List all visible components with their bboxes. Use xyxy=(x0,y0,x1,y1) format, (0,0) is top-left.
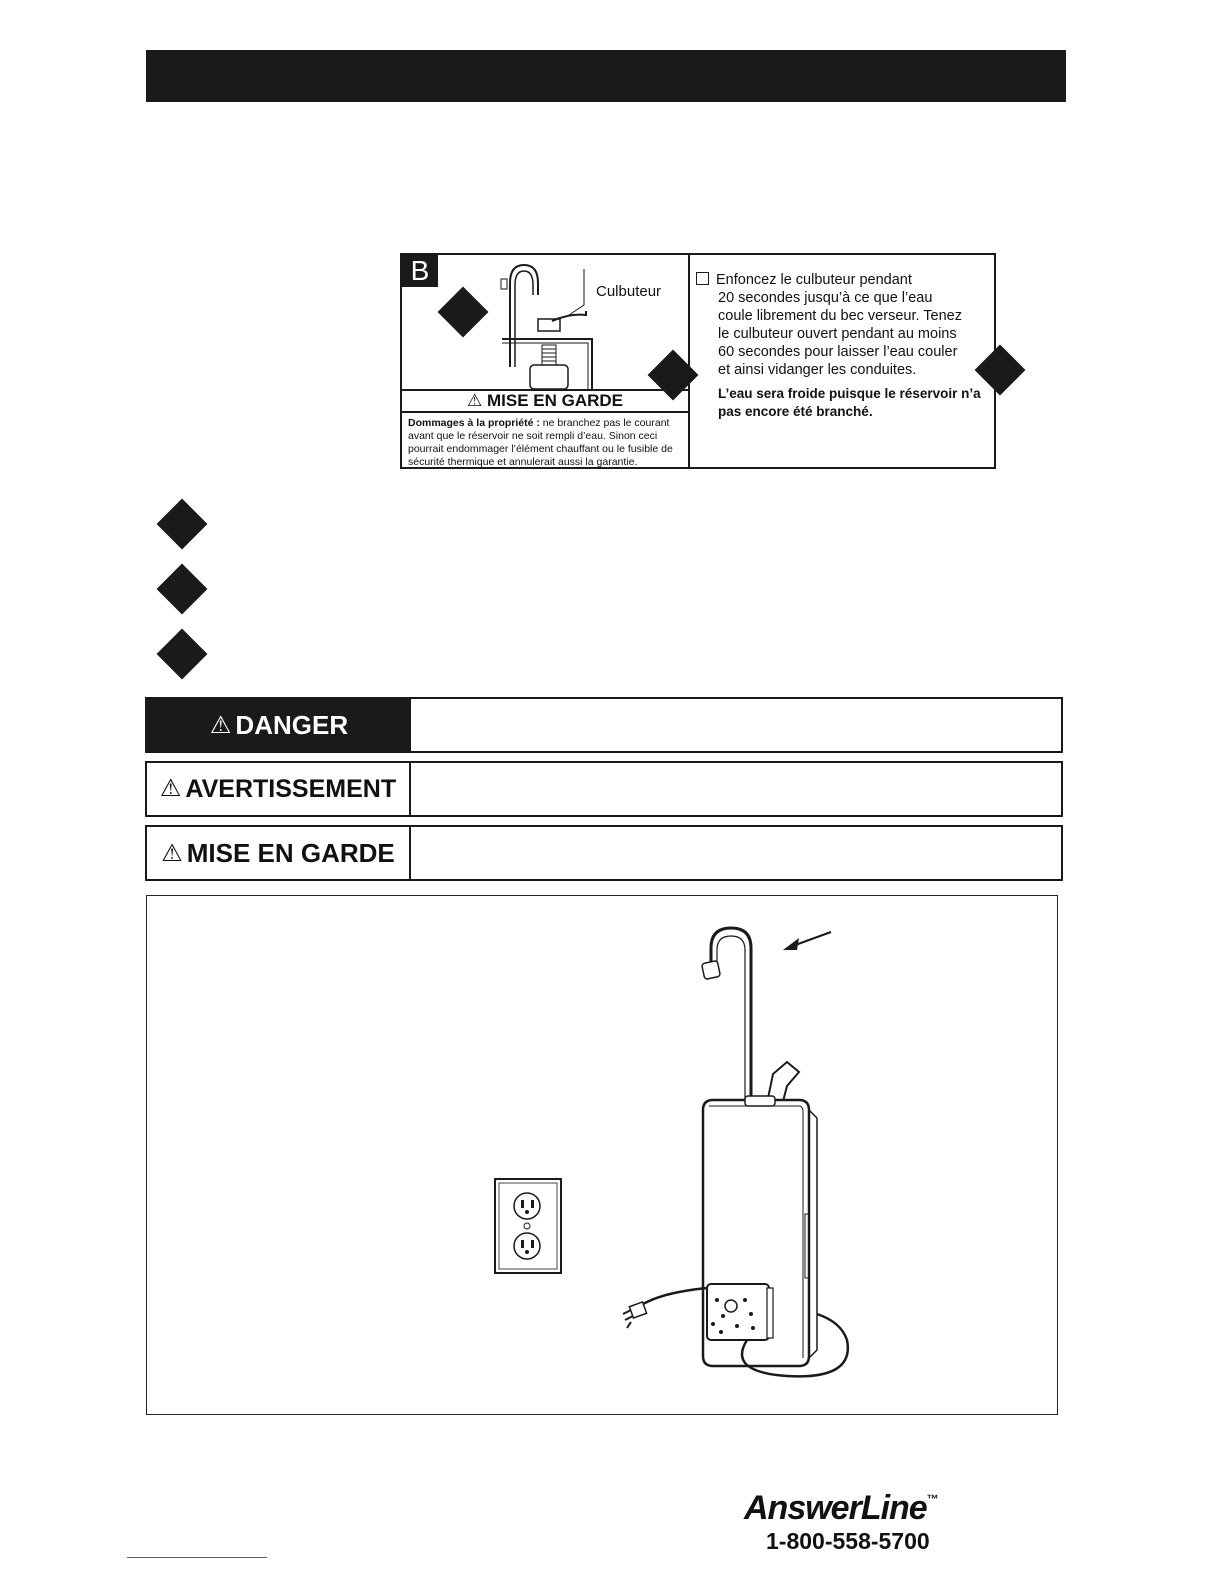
step-line: 20 secondes jusqu’à ce que l’eau xyxy=(718,290,933,306)
step-line: coule librement du bec verseur. Tenez xyxy=(718,308,962,324)
warning-triangle-icon: ⚠ xyxy=(209,712,232,739)
figure-b-panel xyxy=(400,253,996,469)
figure-badge: B xyxy=(402,255,438,287)
header-bar xyxy=(146,50,1066,102)
hot-water-tank-illustration xyxy=(147,896,1057,1414)
diamond-marker xyxy=(157,499,208,550)
step-instructions xyxy=(696,271,996,421)
caution-label xyxy=(147,827,411,879)
warning-triangle-icon: ⚠ xyxy=(159,775,182,802)
danger-text: DANGER xyxy=(235,710,349,740)
step-line xyxy=(696,271,996,289)
warning-triangle-icon: ⚠ xyxy=(466,391,483,410)
note-line: pas encore été branché. xyxy=(718,404,873,419)
note-line: L’eau sera froide puisque le réservoir n’a xyxy=(718,386,981,401)
warning-label xyxy=(147,763,411,815)
brand-phone: 1-800-558-5700 xyxy=(766,1528,930,1554)
product-illustration-frame xyxy=(146,895,1058,1415)
brand-name-text: AnswerLine xyxy=(744,1489,927,1527)
step-text: Enfoncez le culbuteur pendant xyxy=(716,272,912,288)
caution-text xyxy=(408,417,682,469)
caution-body: ne branchez pas le courant avant que le réservoir ne soit rempli d’eau. Sinon ceci pourrait endommager l’élément chauffant ou le fusible de sécurité thermique et annulerait aussi la garantie. xyxy=(408,417,673,468)
step-note xyxy=(696,385,996,421)
step-line: 60 secondes pour laisser l’eau couler xyxy=(718,344,958,360)
warning-text: AVERTISSEMENT xyxy=(185,775,397,803)
caution-bold-lead: Dommages à la propriété : xyxy=(408,417,540,429)
caution-heading-text: MISE EN GARDE xyxy=(486,391,623,410)
trademark-mark: ™ xyxy=(926,1492,938,1506)
caution-row xyxy=(145,825,1063,881)
danger-row xyxy=(145,697,1063,753)
diamond-marker xyxy=(157,629,208,680)
step-line: et ainsi vidanger les conduites. xyxy=(718,362,917,378)
checkbox-icon xyxy=(696,272,709,285)
wall-outlet-icon xyxy=(495,1179,561,1273)
footer-rule xyxy=(127,1557,267,1558)
brand-name xyxy=(744,1480,974,1527)
faucet-detail-illustration xyxy=(402,255,688,389)
panel-divider xyxy=(688,255,690,467)
step-line: le culbuteur ouvert pendant au moins xyxy=(718,326,957,342)
danger-label xyxy=(147,699,411,751)
caution-heading xyxy=(402,389,688,413)
diamond-marker xyxy=(157,564,208,615)
warning-triangle-icon: ⚠ xyxy=(161,840,183,867)
warning-row xyxy=(145,761,1063,817)
brand-block xyxy=(744,1480,974,1555)
caution-text: MISE EN GARDE xyxy=(186,838,395,868)
lever-label: Culbuteur xyxy=(596,283,662,300)
